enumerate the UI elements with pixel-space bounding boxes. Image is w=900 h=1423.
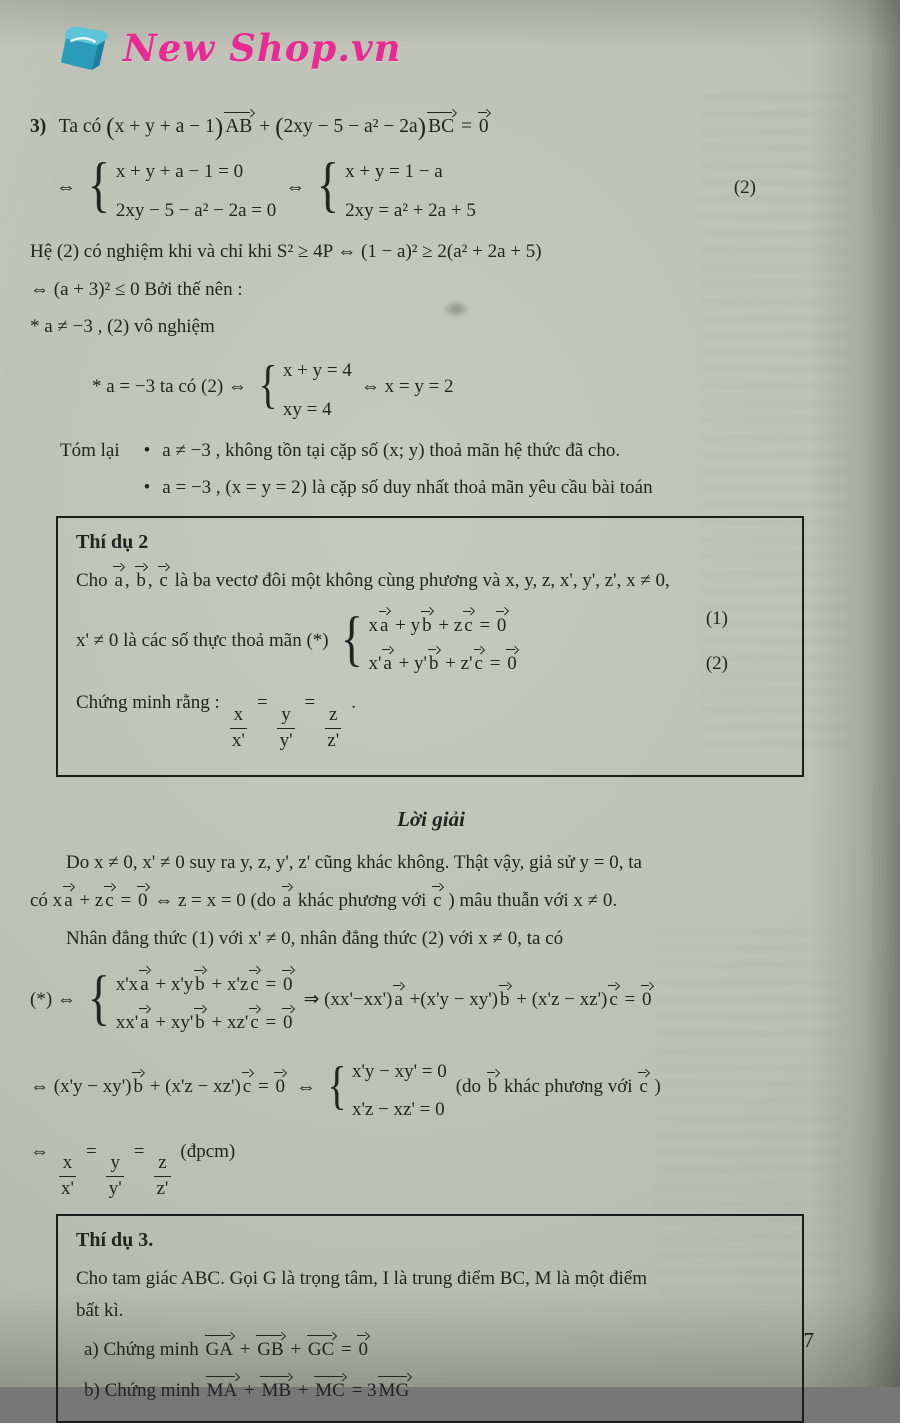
summary-text: a ≠ −3 , không tồn tại cặp số (x; y) thoả mãn hệ thức đã cho.	[162, 440, 621, 462]
equation-tag: (2)	[733, 176, 756, 198]
equiv-symbol: ⇔	[56, 176, 76, 199]
system-equation: 2xy = a² + 2a + 5	[345, 199, 476, 221]
system-equation: x'x a + x'y b + x'z c = 0	[115, 973, 293, 995]
system-transformed	[314, 150, 476, 225]
system-equation: x + y + a − 1 = 0	[115, 161, 244, 183]
line2-prefix: ⇔ (x'y − xy') b + (x'z − xz') c = 0	[30, 1076, 285, 1098]
system-rows	[352, 1050, 447, 1125]
solution-paragraph1-line1: Do x ≠ 0, x' ≠ 0 suy ra y, z, y', z' cũng khác không. Thật vậy, giả sử y = 0, ta	[66, 851, 642, 873]
system-equation: x + y = 1 − a	[345, 161, 443, 183]
system-equation: x + y = 4	[282, 360, 352, 382]
system-case2	[256, 349, 352, 424]
left-brace-icon: {	[340, 603, 363, 673]
solution-paragraph1-line2: có x a + z c = 0 ⇔ z = x = 0 (do a khác phương với c ) mâu thuẫn với x ≠ 0.	[30, 889, 618, 911]
problem3-summary	[60, 436, 832, 502]
left-brace-icon: {	[327, 1055, 347, 1114]
left-brace-icon: {	[258, 354, 278, 414]
problem3-lead	[30, 112, 832, 142]
case2-prefix: * a = −3 ta có (2) ⇔	[92, 376, 247, 398]
example2-system-row	[76, 604, 784, 679]
system-equation: xx' a + xy' b + xz' c = 0	[115, 1012, 293, 1034]
case2-result: ⇔ x = y = 2	[360, 376, 454, 398]
example2-title: Thí dụ 2	[76, 531, 149, 554]
equation-labels	[706, 604, 728, 678]
problem3-case2-row	[92, 349, 832, 424]
example3-statement-line1: Cho tam giác ABC. Gọi G là trọng tâm, I là trung điểm BC, M là một điểm	[76, 1268, 647, 1290]
page-number: 7	[803, 1328, 814, 1352]
left-brace-icon: {	[87, 150, 111, 219]
system-rows	[345, 150, 476, 225]
system-equation: 2xy − 5 − a² − 2a = 0	[115, 199, 277, 221]
example2-box	[56, 516, 804, 777]
summary-text: a = −3 , (x = y = 2) là cặp số duy nhất thoả mãn yêu cầu bài toán	[162, 476, 653, 498]
problem3-case1: * a ≠ −3 , (2) vô nghiệm	[30, 315, 215, 337]
system-rows	[116, 150, 276, 225]
summary-items	[144, 436, 653, 502]
example3-box	[56, 1214, 804, 1423]
system-equation: xy = 4	[282, 398, 332, 420]
summary-item	[144, 473, 653, 502]
shopping-bag-icon	[56, 22, 114, 74]
problem3-conclusion-line: ⇔ (a + 3)² ≤ 0 Bởi thế nên :	[30, 278, 243, 300]
solution-star-row	[30, 963, 832, 1038]
line2-note: (do b khác phương với c )	[455, 1076, 661, 1098]
equiv-symbol: ⇔	[285, 176, 306, 199]
example2-statement-line1: Cho a , b , c là ba vectơ đôi một không cùng phương và x, y, z, x', y', z', x ≠ 0,	[76, 570, 670, 592]
system-equation: x'y − xy' = 0	[351, 1060, 447, 1082]
example3-title: Thí dụ 3.	[76, 1229, 154, 1252]
solution-paragraph2: Nhân đẳng thức (1) với x' ≠ 0, nhân đẳng thức (2) với x ≠ 0, ta có	[66, 928, 564, 950]
problem3-number: 3)	[30, 116, 47, 137]
equation-tag: (2)	[705, 652, 728, 674]
example2-system	[338, 604, 519, 679]
equiv-symbol: ⇔	[295, 1075, 316, 1098]
problem3-condition-line: Hệ (2) có nghiệm khi và chỉ khi S² ≥ 4P ⇔ (1 − a)² ≥ 2(a² + 2a + 5)	[30, 241, 542, 263]
example3-statement-line2: bất kì.	[76, 1299, 124, 1321]
example3-item-b: b) Chứng minh MA + MB + MC = 3 MG	[84, 1380, 410, 1402]
solution-line2-row	[30, 1050, 832, 1125]
equation-tag: (1)	[705, 608, 728, 630]
problem3-lead-text: Ta có (x + y + a − 1) AB + (2xy − 5 − a² − 2a) BC = 0	[58, 113, 489, 142]
system-original	[85, 150, 276, 225]
line2-system	[325, 1050, 447, 1125]
left-brace-icon: {	[317, 150, 340, 219]
system-rows	[283, 349, 352, 424]
star-prefix: (*) ⇔	[30, 989, 76, 1011]
bullet-icon: •	[143, 440, 151, 462]
bullet-icon: •	[143, 476, 151, 498]
summary-item	[144, 436, 653, 465]
star-implication: ⇒ (xx'−xx') a +(x'y − xy') b + (x'z − xz') c = 0	[303, 989, 652, 1011]
summary-label: Tóm lại	[60, 440, 120, 462]
example3-item-a: a) Chứng minh GA + GB + GC = 0	[84, 1338, 368, 1360]
system-equation: x a + y b + z c = 0	[368, 614, 507, 636]
problem3-systems-row	[56, 150, 832, 225]
solution-heading: Lời giải	[397, 807, 465, 832]
example2-claim: Chứng minh rằng : $\frac{x}{x'}$ = $\frac{y}{y'}$ = $\frac{z}{z'}$ .	[76, 692, 356, 751]
system-equation: x'z − xz' = 0	[351, 1099, 445, 1121]
star-system	[85, 963, 295, 1038]
page-content	[30, 112, 832, 1423]
solution-conclusion: ⇔ $\frac{x}{x'}$ = $\frac{y}{y'}$ = $\frac{z}{z'}$ (đpcm)	[30, 1140, 236, 1199]
system-equation: x' a + y' b + z' c = 0	[368, 653, 517, 675]
system-rows	[368, 604, 518, 679]
logo-brand-text: New Shop.vn	[123, 26, 402, 70]
system-rows	[116, 963, 295, 1038]
left-brace-icon: {	[87, 963, 110, 1032]
newshop-logo	[56, 22, 402, 74]
example2-statement-line2: x' ≠ 0 là các số thực thoả mãn (*)	[76, 630, 329, 652]
